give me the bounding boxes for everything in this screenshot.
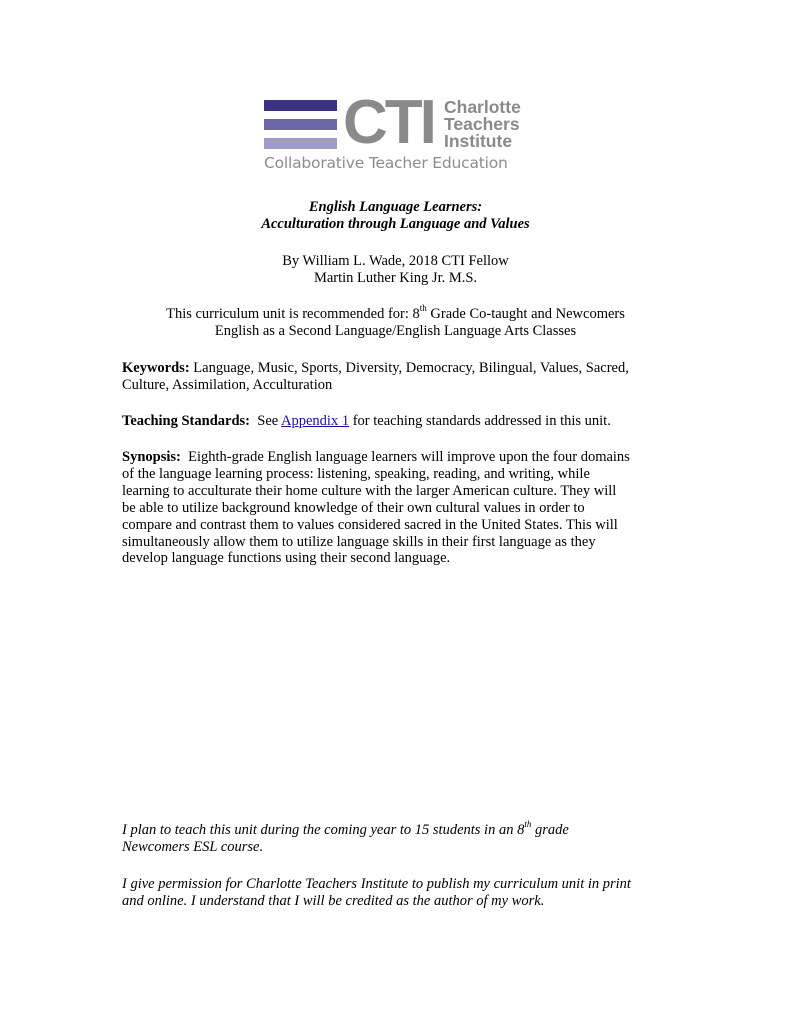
logo-name [444, 99, 521, 150]
recommendation-line-2: English as a Second Language/English Language Arts Classes [214, 323, 577, 339]
keywords-line-1 [122, 360, 682, 377]
unit-title-line-1: English Language Learners: [308, 199, 483, 215]
standards-pre: See [250, 413, 282, 429]
school-line: Martin Luther King Jr. M.S. [313, 270, 478, 286]
appendix-link[interactable]: Appendix 1 [281, 413, 350, 429]
logo-name-line-2: Teachers [444, 114, 520, 134]
synopsis-label: Synopsis: [122, 449, 181, 465]
keywords-label: Keywords: [122, 360, 190, 376]
author-byline [120, 253, 671, 287]
recommendation-ordinal: th [419, 303, 427, 314]
standards-paragraph [122, 413, 682, 430]
teaching-plan-line-2: Newcomers ESL course. [122, 838, 264, 855]
unit-title-line-2: Acculturation through Language and Values [261, 216, 530, 232]
logo-name-line-1: Charlotte [444, 97, 521, 117]
permission-line-1: I give permission for Charlotte Teachers Institute to publish my curriculum unit in print [122, 876, 631, 892]
permission-note [122, 876, 682, 910]
logo-abbr: CTI [343, 88, 434, 157]
teaching-plan-note [122, 819, 682, 856]
standards-line [122, 413, 682, 430]
standards-post: for teaching standards addressed in this unit. [349, 413, 611, 429]
synopsis-line-7: develop language functions using their second language. [122, 550, 451, 567]
keywords-paragraph [122, 360, 682, 394]
teaching-plan-pre: I plan to teach this unit during the coming year to 15 students in an 8 [122, 822, 525, 838]
keywords-line-2: Culture, Assimilation, Acculturation [122, 376, 333, 393]
synopsis-line-3: learning to acculturate their home culture with the larger American culture. They will [122, 482, 617, 499]
synopsis-line-1 [122, 449, 682, 466]
teaching-plan-ordinal: th [524, 819, 532, 830]
recommendation [120, 303, 671, 340]
synopsis-line-2: of the language learning process: listening, speaking, reading, and writing, while [122, 465, 590, 482]
author-line: By William L. Wade, 2018 CTI Fellow [282, 253, 509, 269]
unit-title [120, 199, 671, 233]
keywords-text-1: Language, Music, Sports, Diversity, Democracy, Bilingual, Values, Sacred, [189, 360, 629, 376]
teaching-plan-line-1 [122, 819, 682, 839]
synopsis-line-5: compare and contrast them to values considered sacred in the United States. This will [122, 516, 618, 533]
permission-line-2: and online. I understand that I will be credited as the author of my work. [122, 892, 545, 909]
synopsis-line-6: simultaneously allow them to utilize language skills in their first language as they [122, 533, 596, 550]
logo-name-line-3: Institute [444, 131, 513, 151]
synopsis-paragraph [122, 449, 682, 567]
logo-bar-mid [264, 119, 337, 130]
logo-bar-light [264, 138, 337, 149]
recommendation-line-1-pre: This curriculum unit is recommended for: 8 [166, 306, 420, 322]
standards-label: Teaching Standards: [122, 413, 250, 429]
teaching-plan-post: grade [531, 822, 569, 838]
synopsis-line-4: be able to utilize background knowledge of their own cultural values in order to [122, 499, 585, 516]
logo-bars-icon [264, 99, 337, 149]
cti-logo [264, 88, 524, 177]
synopsis-text-1: Eighth-grade English language learners will improve upon the four domains [180, 449, 630, 465]
recommendation-line-1 [120, 303, 671, 323]
recommendation-line-1-post: Grade Co-taught and Newcomers [426, 306, 625, 322]
logo-tagline: Collaborative Teacher Education [264, 154, 508, 172]
logo-bar-dark [264, 100, 337, 111]
